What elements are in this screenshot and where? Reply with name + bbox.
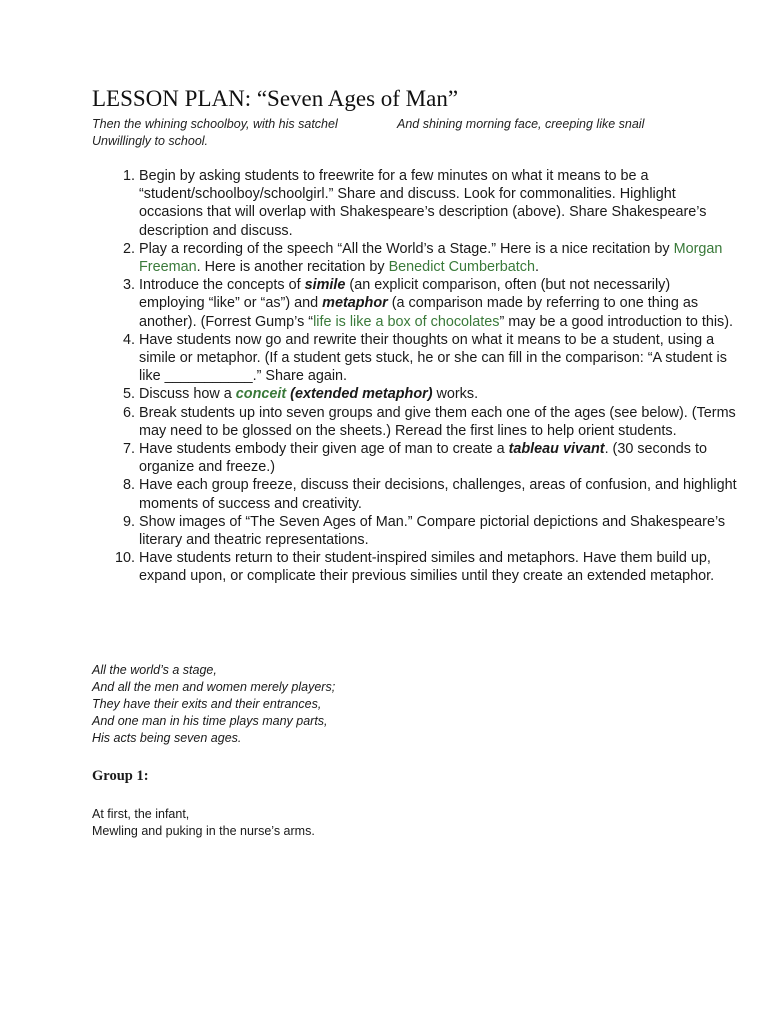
- step-item: 6. Break students up into seven groups and give them each one of the ages (see below). (Terms may need to be glossed on the sheets.) Reread the first lines to help orient students.: [139, 404, 739, 440]
- poem-line: And one man in his time plays many parts,: [92, 714, 328, 728]
- poem-line: They have their exits and their entrances,: [92, 697, 322, 711]
- step-item: 3. Introduce the concepts of simile (an explicit comparison, often (but not necessarily) employing “like” or “as”) and metaphor (a comparison made by referring to one thing as another). (Forrest Gump’s “life is like a box of chocolates” may be a good introduction to this).: [139, 276, 739, 331]
- step-item: 4. Have students now go and rewrite their thoughts on what it means to be a student, using a simile or metaphor. (If a student gets stuck, he or she can fill in the comparison: “A student is like ___________.” Share again.: [139, 331, 739, 386]
- step-item: 9. Show images of “The Seven Ages of Man.” Compare pictorial depictions and Shakespeare’s literary and theatric representations.: [139, 513, 739, 549]
- page-title: LESSON PLAN: “Seven Ages of Man”: [92, 86, 459, 111]
- poem-line: And all the men and women merely players;: [92, 680, 336, 694]
- step-item: 2. Play a recording of the speech “All the World’s a Stage.” Here is a nice recitation by Morgan Freeman. Here is another recitation by Benedict Cumberbatch.: [139, 240, 739, 276]
- box-of-chocolates-link[interactable]: life is like a box of chocolates: [313, 313, 500, 330]
- term-extended-metaphor: (extended metaphor): [286, 386, 433, 403]
- poem-excerpt: [92, 662, 335, 747]
- step-item: 5. Discuss how a conceit (extended metaphor) works.: [139, 385, 739, 403]
- epigraph-line-1b: And shining morning face, creeping like snail: [397, 117, 645, 131]
- epigraph-line-1a: Then the whining schoolboy, with his satchel: [92, 117, 338, 131]
- term-simile: simile: [304, 277, 346, 294]
- term-tableau-vivant: tableau vivant: [508, 441, 605, 458]
- step-item: 7. Have students embody their given age of man to create a tableau vivant. (30 seconds to organize and freeze.): [139, 440, 739, 476]
- step-item: 1. Begin by asking students to freewrite for a few minutes on what it means to be a “student/schoolboy/schoolgirl.” Share and discuss. Look for commonalities. Highlight occasions that will overlap with Shakespeare’s description (above). Share Shakespeare’s description and discuss.: [139, 167, 739, 240]
- group-line: Mewling and puking in the nurse’s arms.: [92, 824, 315, 838]
- group-line: At first, the infant,: [92, 807, 190, 821]
- morgan-freeman-link[interactable]: Morgan Freeman: [139, 240, 723, 276]
- poem-line: All the world’s a stage,: [92, 663, 217, 677]
- step-item: 10. Have students return to their student-inspired similes and metaphors. Have them build up, expand upon, or complicate their previous similies until they create an extended metaphor.: [139, 549, 739, 585]
- epigraph-line-2: Unwillingly to school.: [92, 134, 209, 148]
- benedict-cumberbatch-link[interactable]: Benedict Cumberbatch: [388, 259, 535, 276]
- term-metaphor: metaphor: [322, 295, 388, 312]
- step-item: 8. Have each group freeze, discuss their decisions, challenges, areas of confusion, and highlight moments of success and creativity.: [139, 476, 739, 512]
- poem-line: His acts being seven ages.: [92, 731, 242, 745]
- conceit-link[interactable]: conceit: [235, 386, 287, 403]
- lesson-steps: [92, 167, 739, 586]
- group-1-heading: Group 1:: [92, 768, 149, 784]
- group-1-text: [92, 806, 315, 840]
